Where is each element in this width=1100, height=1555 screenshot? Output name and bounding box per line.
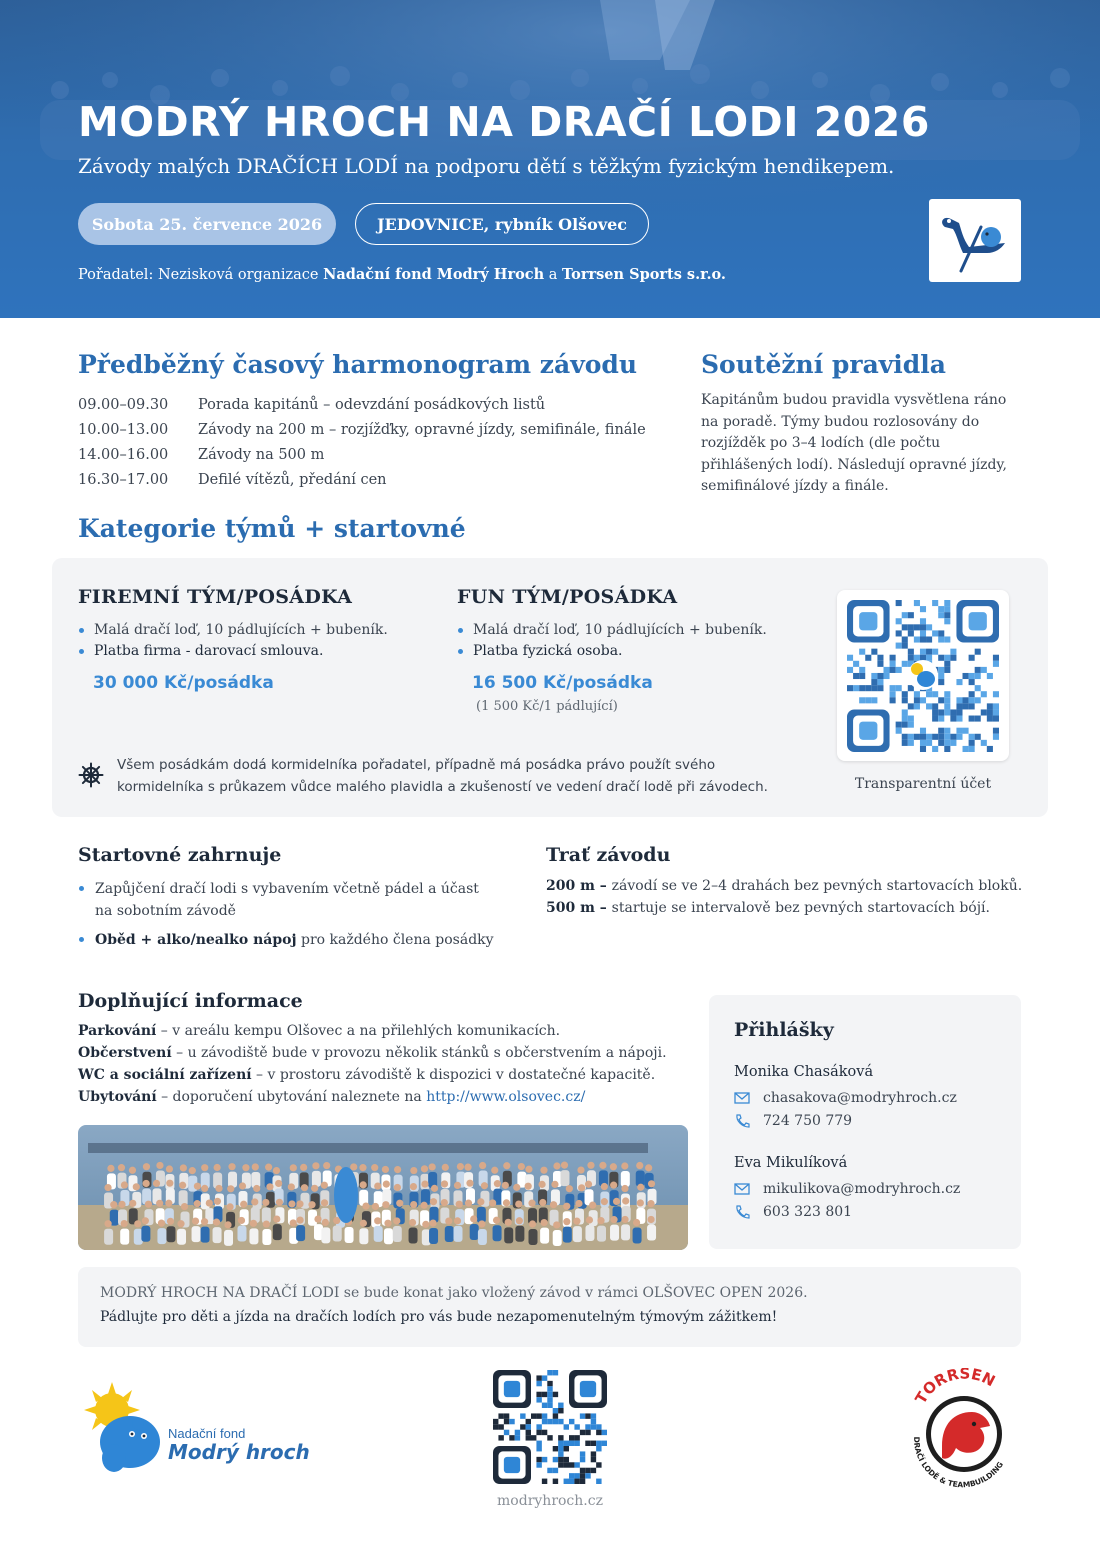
info-title: Doplňující informace [78,990,303,1012]
info-accommodation-label: Ubytování [78,1089,157,1105]
registration-title: Přihlášky [734,1019,834,1041]
team-fun-price: 16 500 Kč/posádka [472,673,653,693]
organizer-line [78,266,726,283]
list-item: Malá dračí loď, 10 pádlujících + bubeník. [78,622,388,643]
info-line [78,1089,667,1111]
contact-name: Monika Chasáková [734,1064,874,1080]
included-list [78,878,498,951]
account-qr-code [837,590,1009,761]
contact-email-row[interactable] [734,1179,960,1199]
schedule-desc: Defilé vítězů, předání cen [198,471,387,488]
contact-phone[interactable]: 603 323 801 [763,1204,853,1220]
team-fun-list [457,622,767,664]
dragon-boat-logo [929,199,1021,282]
rules-text: Kapitánům budou pravidla vysvětlena ráno na poradě. Týmy budou rozlosovány do rozjížděk po 3–4 lodích (dle počtu přihlášených lodí). Následují opravné jízdy, semifinálové jízdy a finále. [701,392,1007,495]
team-fun-price-note: (1 500 Kč/1 pádlující) [476,699,618,714]
list-item: Zapůjčení dračí lodi s vybavením včetně pádel a účast na sobotním závodě [78,878,498,922]
categories-title: Kategorie týmů + startovné [78,514,466,543]
track-200-label: 200 m – [546,878,612,894]
schedule-time: 14.00–16.00 [78,446,169,463]
team-corporate-name: FIREMNÍ TÝM/POSÁDKA [78,586,353,608]
schedule-row [78,467,646,492]
event-subtitle: Závody malých DRAČÍCH LODÍ na podporu dětí s těžkým fyzickým hendikepem. [78,154,895,178]
helmsman-line-1: Všem posádkám dodá kormidelníka pořadatel, případně má posádka právo použít svého [117,757,716,773]
track-line [546,900,1022,922]
modry-hroch-logo [80,1380,320,1480]
included-meal-rest: pro každého člena posádky [296,932,494,948]
schedule-desc: Závody na 200 m – rozjížďky, opravné jízdy, semifinále, finále [198,421,646,438]
ship-wheel-icon [78,762,104,788]
info-line [78,1023,667,1045]
website-qr-caption: modryhroch.cz [497,1493,603,1509]
website-qr-code [493,1370,607,1484]
contact-name: Eva Mikulíková [734,1155,848,1171]
torrsen-tagline-text: DRAČÍ LODĚ & TEAMBUILDING [912,1436,1005,1490]
hero-banner [0,0,1100,318]
torrsen-dragon-icon [902,1368,1024,1490]
info-parking-text: – v areálu kempu Olšovec a na přilehlých komunikacích. [156,1023,561,1039]
included-meal: Oběd + alko/nealko nápoj [95,932,297,948]
contact-email[interactable]: chasakova@modryhroch.cz [763,1090,957,1106]
contact-email[interactable]: mikulikova@modryhroch.cz [763,1181,961,1197]
team-fun [457,586,767,714]
helmsman-line-2: kormidelníka s průkazem vůdce malého plavidla a zkušeností ve vedení dračí lodě při závodech. [117,779,768,795]
phone-icon [734,1114,750,1128]
included-title: Startovné zahrnuje [78,844,282,866]
contact-phone-row[interactable] [734,1111,852,1131]
torrsen-logo [902,1368,1024,1490]
track-500-text: startuje se intervalově bez pevných startovacích bójí. [611,900,990,916]
phone-icon [734,1205,750,1219]
contact-email-row[interactable] [734,1088,957,1108]
track-info [546,878,1022,922]
info-line [78,1045,667,1067]
team-corporate-list [78,622,388,664]
event-title: MODRÝ HROCH NA DRAČÍ LODI 2026 [78,98,930,146]
info-accommodation-text: – doporučení ubytování naleznete na [156,1089,427,1105]
team-corporate [78,586,388,693]
schedule-time: 10.00–13.00 [78,421,169,438]
contact-phone[interactable]: 724 750 779 [763,1113,853,1129]
accommodation-link[interactable]: http://www.olsovec.cz/ [426,1089,586,1105]
torrsen-name-text: TORRSEN [911,1368,999,1407]
track-500-label: 500 m – [546,900,612,916]
dragon-boat-icon [929,199,1021,282]
team-group-photo [78,1125,688,1250]
info-food-label: Občerstvení [78,1045,172,1061]
mail-icon [734,1182,750,1196]
group-photo-image [78,1125,688,1250]
account-qr-caption: Transparentní účet [854,776,992,792]
track-title: Trať závodu [546,844,671,866]
team-corporate-price: 30 000 Kč/posádka [93,673,274,693]
info-food-text: – u závodiště bude v provozu několik stánků s občerstvením a nápoji. [171,1045,667,1061]
list-item: Platba fyzická osoba. [457,643,767,664]
organizer-a: Nadační fond Modrý Hroch [323,266,545,283]
track-line [546,878,1022,900]
categories-panel [52,558,1048,817]
list-item [78,929,498,951]
rules-title: Soutěžní pravidla [701,350,946,379]
schedule-time: 09.00–09.30 [78,396,169,413]
schedule-row [78,392,646,417]
place-badge: JEDOVNICE, rybník Olšovec [355,203,649,245]
organizer-join: a [544,267,563,283]
note-line-1: MODRÝ HROCH NA DRAČÍ LODI se bude konat jako vložený závod v rámci OLŠOVEC OPEN 2026. [100,1285,808,1301]
list-item: Platba firma - darovací smlouva. [78,643,388,664]
organizer-b: Torrsen Sports s.r.o. [562,266,726,283]
schedule-desc: Závody na 500 m [198,446,325,463]
mail-icon [734,1091,750,1105]
account-qr-card [837,590,1009,761]
info-wc-text: – v prostoru závodiště k dispozici v dostatečné kapacitě. [251,1067,656,1083]
note-line-2: Pádlujte pro děti a jízda na dračích lodích pro vás bude nezapomenutelným týmovým zážitkem! [100,1309,778,1325]
foundation-label: Nadační fond [168,1426,246,1441]
organizer-prefix: Pořadatel: Nezisková organizace [78,267,324,283]
track-200-text: závodí se ve 2–4 drahách bez pevných startovacích bloků. [611,878,1023,894]
info-parking-label: Parkování [78,1023,157,1039]
info-wc-label: WC a sociální zařízení [78,1067,252,1083]
team-fun-name: FUN TÝM/POSÁDKA [457,586,678,608]
list-item: Malá dračí loď, 10 pádlujících + bubeník. [457,622,767,643]
contact-phone-row[interactable] [734,1202,852,1222]
schedule-time: 16.30–17.00 [78,471,169,488]
helmsman-note [117,754,768,798]
schedule-row [78,442,646,467]
schedule-list [78,392,646,492]
info-line [78,1067,667,1089]
foundation-name: Modrý hroch [168,1440,310,1464]
info-list [78,1023,667,1111]
schedule-title: Předběžný časový harmonogram závodu [78,350,638,379]
date-badge: Sobota 25. července 2026 [78,203,336,245]
registration-panel [709,995,1021,1249]
schedule-row [78,417,646,442]
schedule-desc: Porada kapitánů – odevzdání posádkových listů [198,396,546,413]
note-panel [78,1267,1021,1347]
hippo-sun-icon [80,1380,170,1480]
